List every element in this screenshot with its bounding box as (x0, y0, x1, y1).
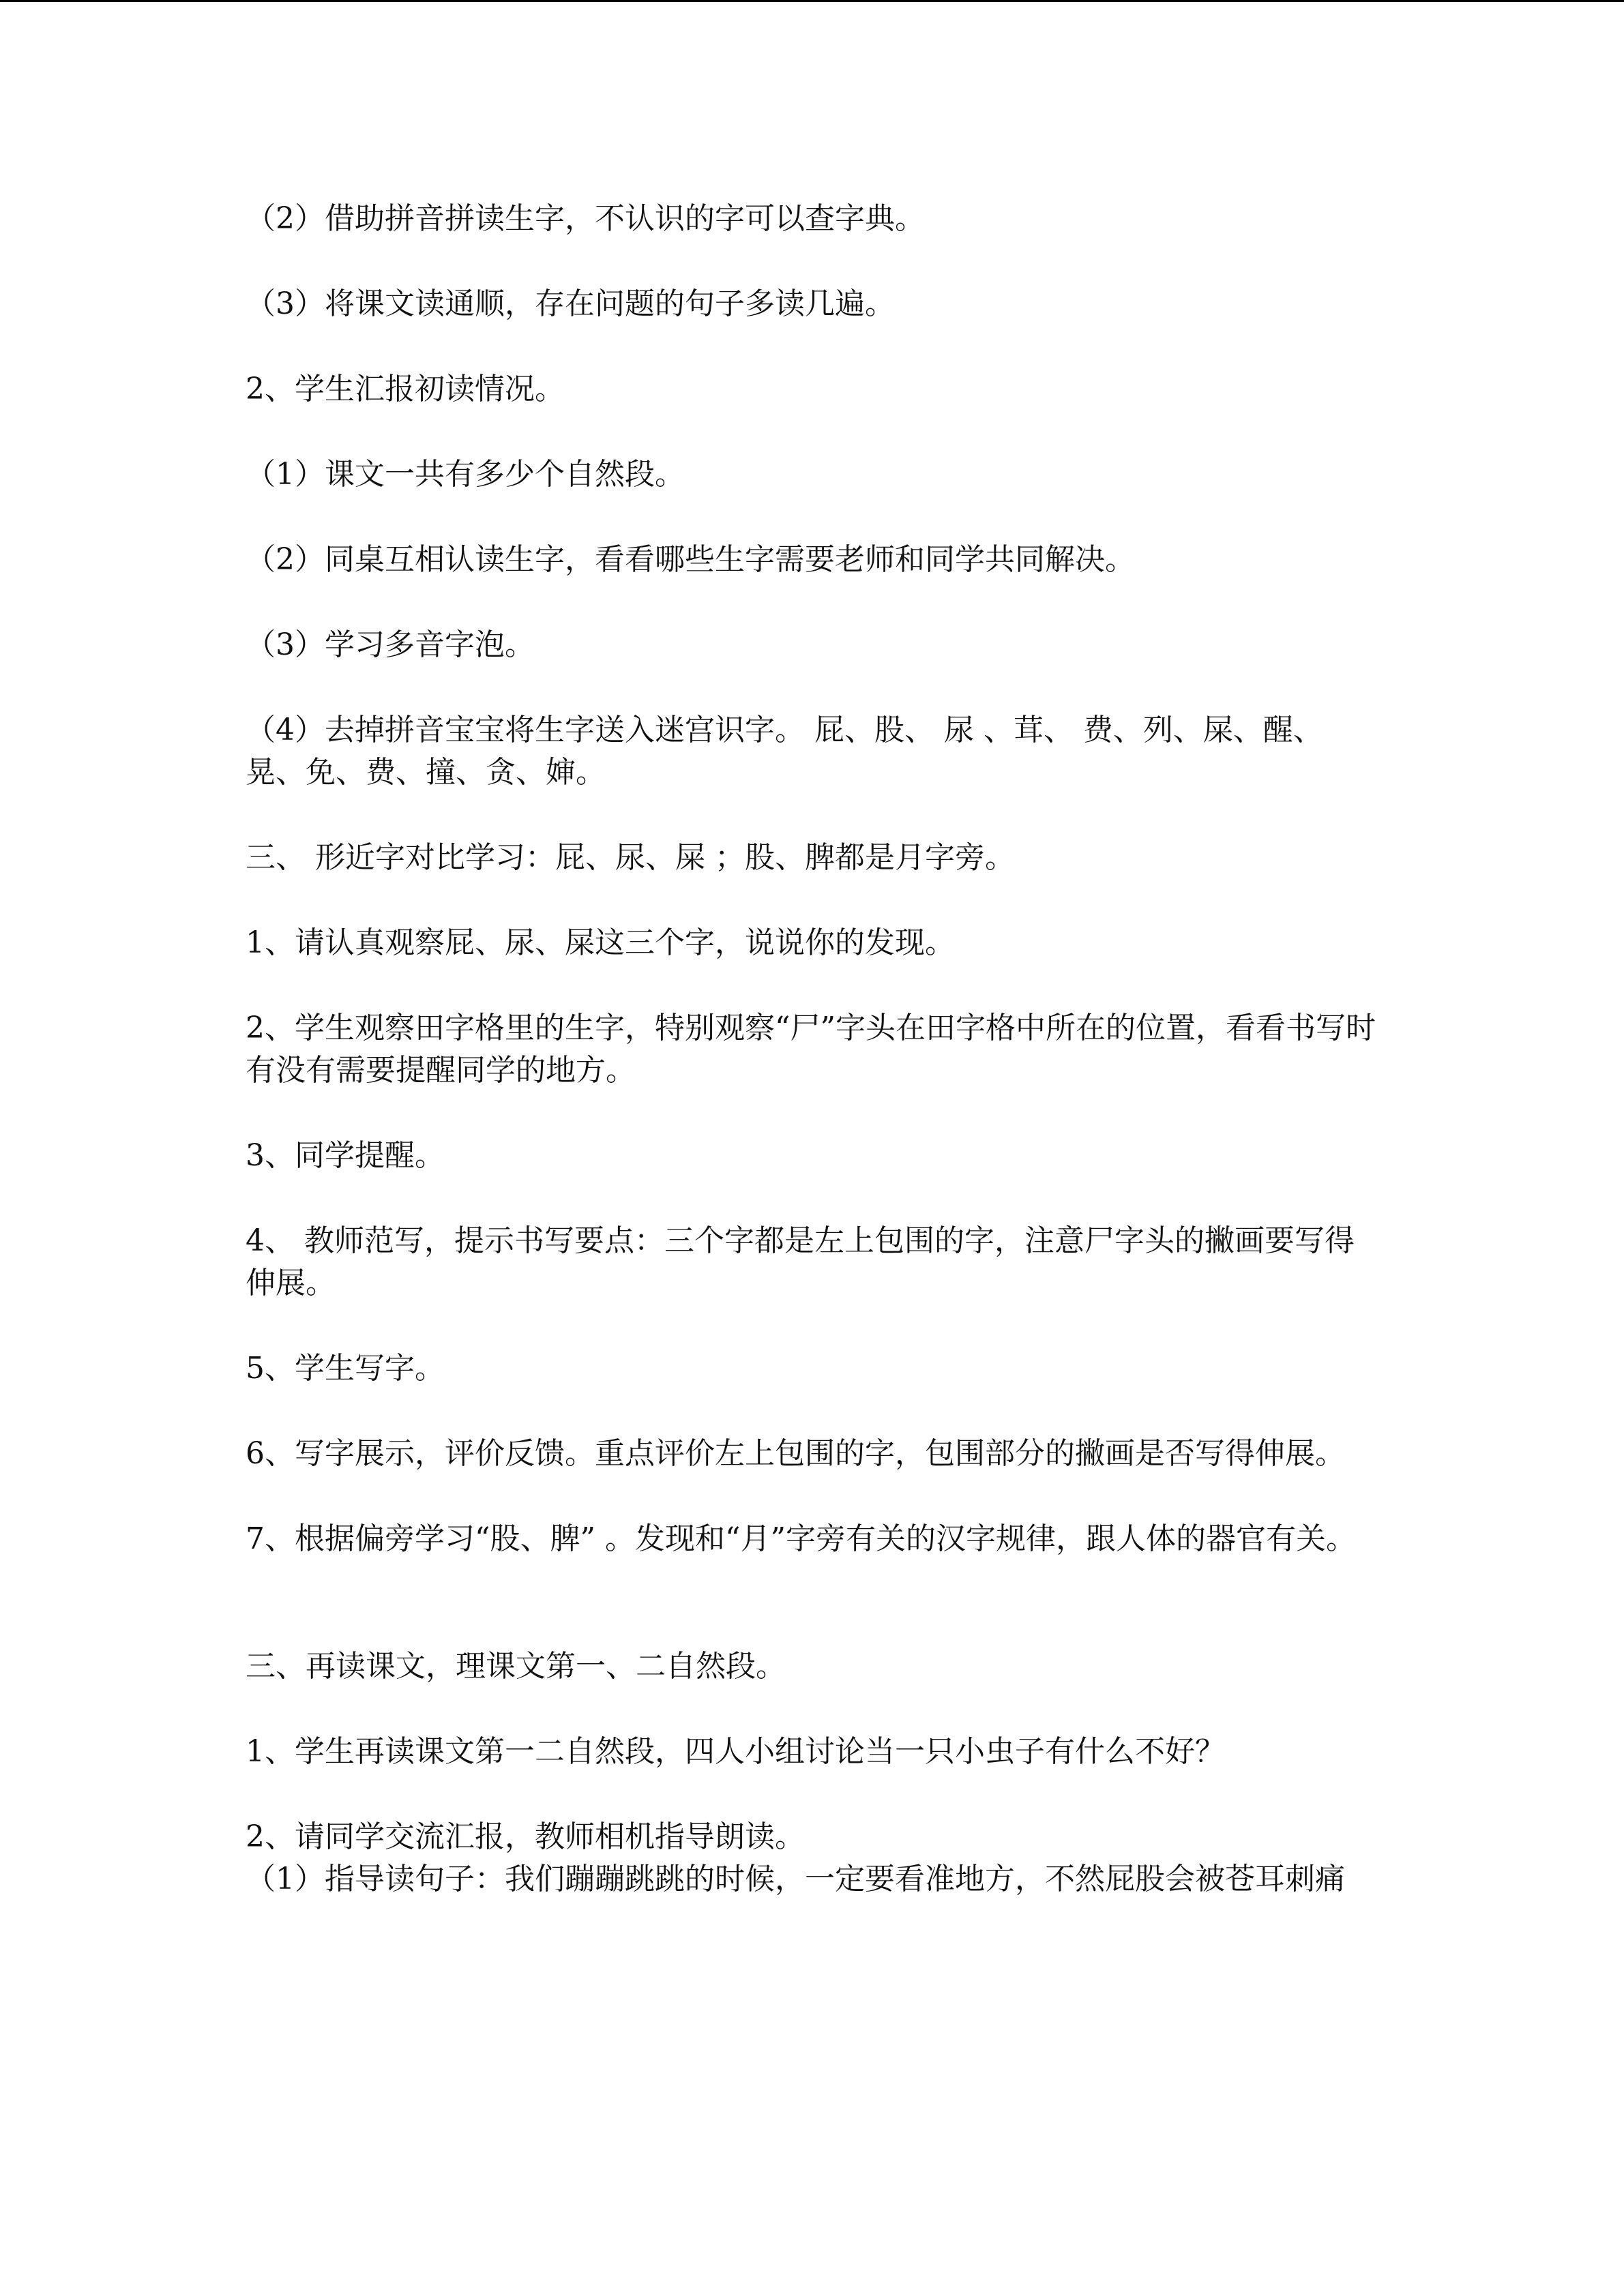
paragraph: （2）同桌互相认读生字，看看哪些生字需要老师和同学共同解决。 (246, 542, 1135, 577)
paragraph: 1、学生再读课文第一二自然段，四人小组讨论当一只小虫子有什么不好？ (246, 1734, 1225, 1769)
paragraph: （4）去掉拼音宝宝将生字送入迷宫识字。 屁、股、 尿 、茸、 费、列、屎、醒、晃、免、费、撞、贪、婶。 (246, 713, 1323, 790)
paragraph: （1）课文一共有多少个自然段。 (246, 457, 685, 492)
document-body (246, 198, 1378, 1900)
paragraph: 6、写字展示，评价反馈。重点评价左上包围的字，包围部分的撇画是否写得伸展。 (246, 1436, 1345, 1471)
paragraph: 1、请认真观察屁、尿、屎这三个字，说说你的发现。 (246, 925, 955, 960)
paragraph: （2）借助拼音拼读生字，不认识的字可以查字典。 (246, 201, 925, 236)
paragraph: 2、请同学交流汇报，教师相机指导朗读。 (246, 1819, 805, 1854)
paragraph: 4、 教师范写，提示书写要点：三个字都是左上包围的字，注意尸字头的撇画要写得伸展。 (246, 1223, 1355, 1300)
paragraph: （3）学习多音字泡。 (246, 627, 535, 662)
paragraph: 2、学生观察田字格里的生字，特别观察“尸”字头在田字格中所在的位置，看看书写时有没有需要提醒同学的地方。 (246, 1011, 1376, 1088)
paragraph: （3）将课文读通顺，存在问题的句子多读几遍。 (246, 286, 895, 321)
paragraph: 7、根据偏旁学习“股、脾” 。发现和“月”字旁有关的汉字规律，跟人体的器官有关。 (246, 1521, 1356, 1556)
section-heading: 三、 形近字对比学习：屁、尿、屎 ；股、脾都是月字旁。 (246, 840, 1015, 875)
paragraph: 2、学生汇报初读情况。 (246, 372, 565, 406)
paragraph: （1）指导读句子：我们蹦蹦跳跳的时候，一定要看准地方，不然屁股会被苍耳刺痛 (246, 1862, 1345, 1896)
paragraph: 5、学生写字。 (246, 1351, 445, 1386)
paragraph: 3、同学提醒。 (246, 1138, 445, 1173)
section-heading: 三、再读课文，理课文第一、二自然段。 (246, 1649, 786, 1684)
